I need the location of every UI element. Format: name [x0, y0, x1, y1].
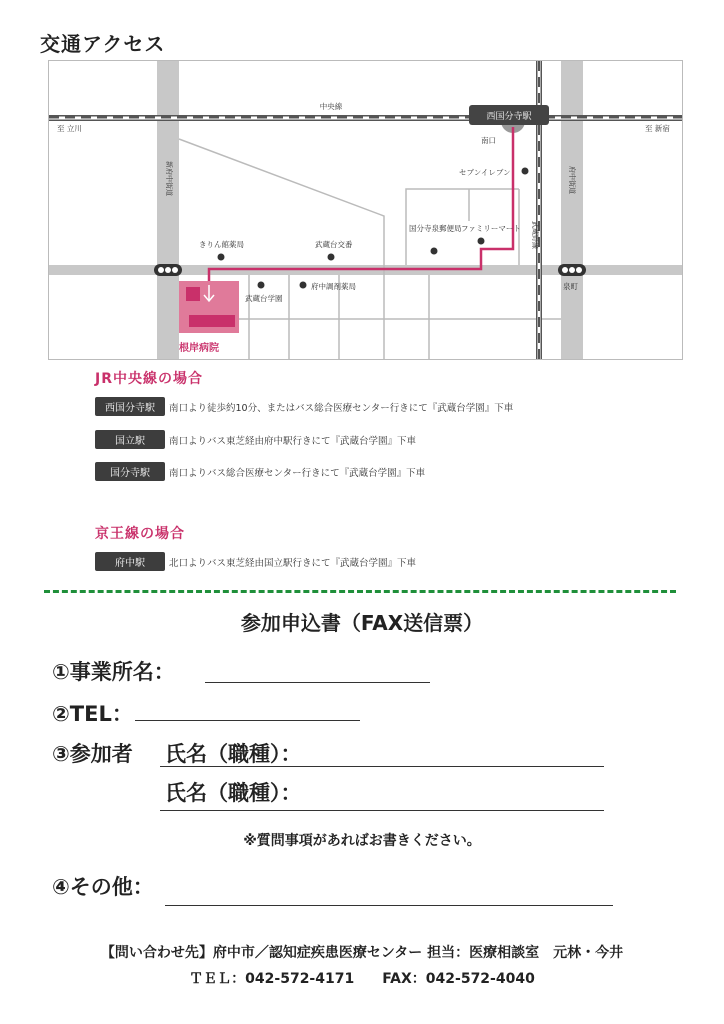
fuchu-road-right: [561, 61, 583, 360]
route-row: [95, 552, 416, 571]
label-post-office: 国分寺泉郵便局: [409, 224, 462, 233]
poi-dot-icon: [478, 238, 485, 245]
participant-name-label: 氏名（職種）：: [165, 781, 302, 805]
station-badge: 国立駅: [95, 430, 165, 449]
route-text: 北口よりバス東芝経由国立駅行きにて『武蔵台学園』下車: [169, 557, 417, 569]
label-koban: 武蔵台交番: [315, 240, 353, 249]
label-to-shinjuku: 至 新宿: [645, 124, 670, 133]
form-title: 参加申込書（FAX送信票）: [240, 611, 484, 635]
label-fuchu-road-right: 府中街道: [568, 166, 576, 194]
poi-dot-icon: [431, 248, 438, 255]
label-izumicho: 泉町: [563, 282, 578, 291]
jr-section-title: JR中央線の場合: [95, 371, 203, 387]
station-badge: 国分寺駅: [95, 462, 165, 481]
label-hospital: 根岸病院: [179, 343, 219, 354]
participant-1-input[interactable]: [160, 766, 604, 767]
field-participant-label: ③参加者: [52, 742, 133, 766]
label-fuchu-road-left: 新府中街道: [165, 161, 173, 196]
field-office-label: ①事業所名：: [52, 660, 175, 684]
label-kirin-pharmacy: きりん館薬局: [199, 240, 244, 249]
participant-name-label: 氏名（職種）：: [165, 742, 302, 766]
station-badge: 府中駅: [95, 552, 165, 571]
route-text: 南口より徒歩約10分、またはバス総合医療センター行きにて『武蔵台学園』下車: [169, 402, 514, 414]
label-seven-eleven: セブンイレブン: [459, 168, 511, 177]
route-row: [95, 430, 416, 449]
label-station: 西国分寺駅: [486, 112, 532, 122]
other-input[interactable]: [165, 905, 613, 906]
participant-2-input[interactable]: [160, 810, 604, 811]
route-row: [95, 462, 425, 481]
route-row: [95, 397, 513, 416]
label-family-mart: ファミリーマート: [461, 224, 521, 233]
poi-dot-icon: [258, 282, 265, 289]
access-heading: 交通アクセス: [40, 32, 166, 56]
question-note: ※質問事項があればお書きください。: [243, 833, 481, 849]
field-tel-label: ②TEL：: [52, 702, 133, 726]
contact-line-2: ＴＥＬ：042-572-4171 FAX：042-572-4040: [189, 971, 535, 987]
label-south-exit: 南口: [481, 136, 496, 145]
station-badge: 西国分寺駅: [95, 397, 165, 416]
label-fuchu-pharmacy: 府中調剤薬局: [311, 282, 356, 291]
contact-line-1: 【問い合わせ先】府中市／認知症疾患医療センター 担当：医療相談室 元林・今井: [100, 945, 624, 961]
label-musashino-line: 武蔵野線: [531, 221, 539, 249]
poi-dot-icon: [218, 254, 225, 261]
access-map: [48, 60, 683, 360]
route-text: 南口よりバス東芝経由府中駅行きにて『武蔵台学園』下車: [169, 435, 417, 447]
poi-dot-icon: [328, 254, 335, 261]
fuchu-road-left: [157, 61, 179, 360]
cut-line: [44, 590, 676, 593]
tel-input[interactable]: [135, 720, 360, 721]
poi-dot-icon: [300, 282, 307, 289]
label-chuo-line: 中央線: [319, 102, 343, 111]
route-text: 南口よりバス総合医療センター行きにて『武蔵台学園』下車: [169, 467, 426, 479]
office-name-input[interactable]: [205, 682, 430, 683]
label-gakuen: 武蔵台学園: [245, 294, 283, 303]
poi-dot-icon: [522, 168, 529, 175]
keio-section-title: 京王線の場合: [95, 526, 185, 542]
field-other-label: ④その他：: [52, 875, 154, 899]
label-to-tachikawa: 至 立川: [57, 124, 82, 133]
